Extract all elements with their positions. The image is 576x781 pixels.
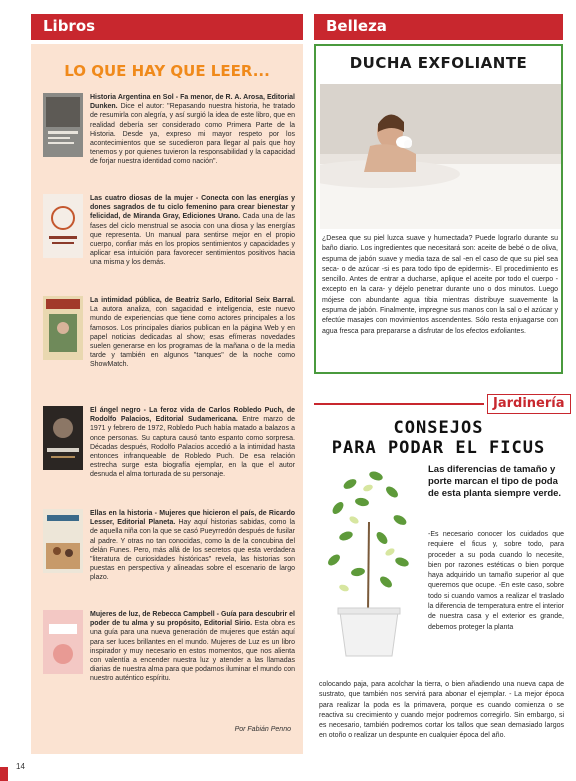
book-description: Mujeres de luz, de Rebecca Campbell - Guía para descubrir el poder de tu alma y su propósito, Editorial Sirio. Esta obra es una guía para una nueva generación de mujeres que están aquí para ser luces brillantes en el mundo. Mujeres de Luz es un libro inspirador y muy necesario en estos momentos, que nos alienta con valentía a encender nuestra luz y atender a las llamadas diarias de nuestra alma para que podamos iluminar el mundo con nuestro auténtico espíritu. — [90, 611, 295, 683]
jardineria-lead: Las diferencias de tamaño y porte marcan el tipo de poda de esta planta siempre verde. — [428, 464, 562, 499]
book-cover-image — [43, 194, 83, 258]
book-description: El ángel negro - La feroz vida de Carlos Robledo Puch, de Rodolfo Palacios, Editorial Sudamericana. Entre marzo de 1971 y febrero de 1972, Robledo Puch había matado a balazos a once personas. Su captura causó tanto espanto como sorpresa. Décadas después, Rodolfo Palacios accedió a la intimidad hasta entonces infranqueable de Robledo Puch. De esa relación estrecha surge esta biografía ejemplar, en la que el autor desnuda el alma torturada de su personaje. — [90, 407, 295, 479]
section-header-belleza-label: Belleza — [326, 17, 387, 35]
book-description: Las cuatro diosas de la mujer - Conecta con las energías y dones sagrados de tu ciclo femenino para crear bienestar y felicidad, de Miranda Gray, Ediciones Urano. Cada una de las fases del ciclo menstrual se asocia con una diosa y las energías que representa. Un manual para sentirse mejor en el propio cuerpo, confiar más en los propios sentimientos y capacidades y aplicar esa intuición para favorecer sentimientos positivos hacia una misma y los demás. — [90, 195, 295, 267]
section-header-libros-label: Libros — [43, 17, 96, 35]
section-tag-jardineria: Jardinería — [487, 394, 571, 414]
ficus-plant-image — [316, 462, 422, 662]
belleza-body-text: ¿Desea que su piel luzca suave y humectada? Puede lograrlo durante su baño diario. Los ingredientes que necesitará son: aceite de bebé o de oliva, espuma de jabón suave y media taza de sal -en el caso de que su piel sea seca- o de azúcar -si es para todo tipo de epidermis-. El procedimiento es sencillo. Antes de entrar a ducharse, aplique el aceite por todo el cuerpo -excepto en la cara- y déjelo penetrar durante uno o dos minutos. Luego mójese con abundante agua tibia mientras distribuye suavemente la espuma de jabón. Finalmente, impregne sus manos con la sal o el azúcar y efectúe masajes con movimientos ascendentes. Sólo resta enjuagarse con agua fresca para prepararse a disfrutar de los efectos exfoliantes. — [322, 235, 558, 335]
book-cover-image — [43, 406, 83, 470]
page-number: 14 — [16, 762, 25, 771]
book-description: Ellas en la historia - Mujeres que hicieron el país, de Ricardo Lesser, Editorial Planeta. Hay aquí historias sabidas, como la de aquella niña con la que se casó Pueyrredón después de fusilar al padre. Y otras no tan conocidas, como la de la concubina del delán Funes. Pero, más allá de los secretos que esta verdadera "literatura de curiosidades históricas" revela, las historias son puestas en perspectiva y alineadas sobre el escenario de largo plazo. — [90, 510, 295, 582]
libros-title: LO QUE HAY QUE LEER... — [64, 62, 270, 80]
book-cover-image — [43, 296, 83, 360]
belleza-title: DUCHA EXFOLIANTE — [349, 54, 528, 72]
jardineria-body-text: -Es necesario conocer los cuidados que requiere el ficus y, sobre todo, para proceder a su poda cuando lo necesite, bien por razones estéticas o bien porque haya adquirido un tamaño superior al que queremos que ocupe. -En este caso, sobre todo si cuando vamos a realizar el traslado la diferencia de temperatura entre el interior de nuestra casa y el exterior es grande, debemos proteger la planta — [428, 531, 564, 631]
section-rule — [314, 403, 484, 405]
belleza-panel — [314, 44, 563, 374]
book-cover-image — [43, 509, 83, 573]
book-cover-image — [43, 610, 83, 674]
bath-photo — [320, 84, 561, 229]
libros-panel — [31, 44, 303, 754]
book-cover-image — [43, 93, 83, 157]
jardineria-title-line-2: PARA PODAR EL FICUS — [331, 438, 546, 458]
page-marker — [0, 767, 8, 781]
jardineria-body-text-continued: colocando paja, para acolchar la tierra, o bien añadiendo una nueva capa de sustrato, que también nos servirá para abonar el ejemplar. - La mejor época para realizar la poda es la primavera, porque es cuando comienza o se reactiva su crecimiento y cuando mejor podremos corregirlo. Sin embargo, si es necesario, también podremos cortar los tallos que sean demasiado largos en otoño o realizar un despunte en cualquier época del año. — [319, 681, 564, 740]
book-description: Historia Argentina en Sol - Fa menor, de R. A. Arosa, Editorial Dunken. Dice el autor: "Repasando nuestra historia, he tratado de resumirla con alegría, y así surgió la idea de este libro, que en realidad debería ser considerado como Primera Parte de la Historia. Desde ya, expreso mi mayor respeto por los acontecimientos que se sucedieron para llegar al país que hoy tenemos y por quienes tuvieron la responsabilidad y la capacidad de forjar nuestra identidad como nación". — [90, 94, 295, 166]
section-header-belleza — [314, 14, 563, 40]
author-credit: Por Fabián Penno — [234, 726, 291, 733]
book-description: La intimidad pública, de Beatriz Sarlo, Editorial Seix Barral. La autora analiza, con sagacidad e inteligencia, este nuevo mundo de experiencias que tiene como actores principales a los famosos. Los principales diarios publican en la página Web y en papel noticias dedicadas al show; esas efímeras novedades suelen generarse en los programas de la mañana o de la media tarde y también en algunos "tanques" de la noche como ShowMatch. — [90, 297, 295, 369]
section-header-libros — [31, 14, 303, 40]
jardineria-title-line-1: CONSEJOS — [393, 418, 484, 438]
